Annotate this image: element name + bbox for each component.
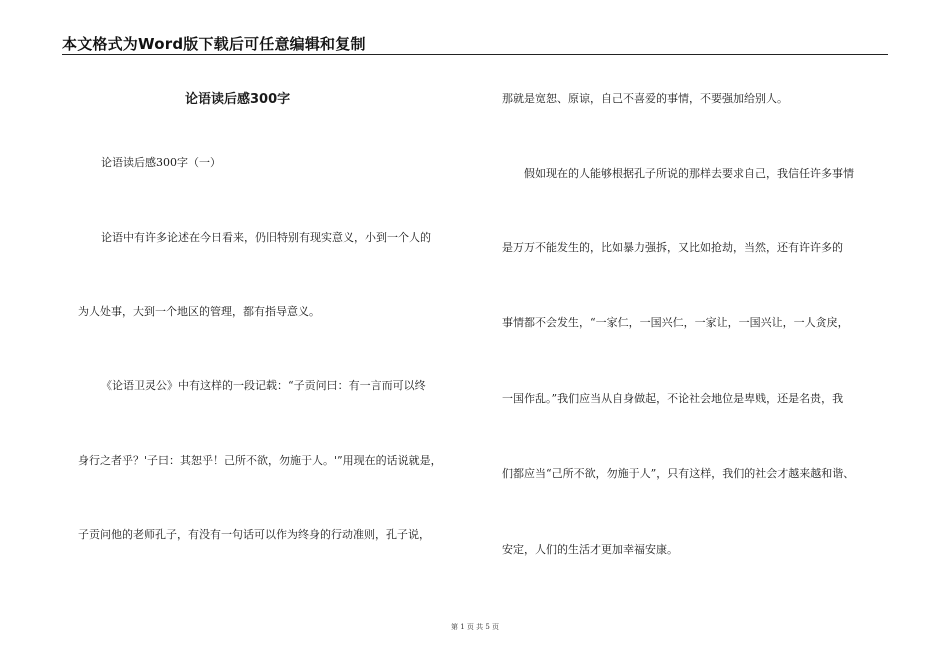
right-paragraph-line: 假如现在的人能够根据孔子所说的那样去要求自己，我信任许多事情 — [524, 167, 854, 180]
right-paragraph-line: 安定，人们的生活才更加幸福安康。 — [502, 543, 678, 556]
left-paragraph-line: 身行之者乎？'子曰：其恕乎！己所不欲，勿施于人。'”用现在的话说就是， — [78, 454, 442, 467]
right-paragraph-line: 们都应当“己所不欲，勿施于人”，只有这样，我们的社会才越来越和谐、 — [502, 467, 855, 480]
right-paragraph-line: 一国作乱。”我们应当从自身做起，不论社会地位是卑贱，还是名贵，我 — [502, 392, 844, 405]
left-paragraph-line: 子贡问他的老师孔子，有没有一句话可以作为终身的行动准则，孔子说， — [78, 528, 430, 541]
left-paragraph-line: 《论语卫灵公》中有这样的一段记载：“子贡问曰：有一言而可以终 — [101, 379, 426, 392]
page-number-footer: 第 1 页 共 5 页 — [450, 623, 500, 631]
left-paragraph-line: 为人处事，大到一个地区的管理，都有指导意义。 — [78, 305, 320, 318]
left-paragraph-line: 论语中有许多论述在今日看来，仍旧特别有现实意义，小到一个人的 — [101, 231, 431, 244]
right-paragraph-line: 事情都不会发生，“一家仁，一国兴仁，一家让，一国兴让，一人贪戾， — [502, 316, 849, 329]
right-paragraph-line: 是万万不能发生的，比如暴力强拆，又比如抢劫，当然，还有许许多的 — [502, 241, 843, 254]
left-paragraph-subtitle: 论语读后感300字（一） — [101, 156, 221, 169]
right-paragraph-line: 那就是宽恕、原谅，自己不喜爱的事情，不要强加给别人。 — [502, 92, 788, 105]
header-divider — [62, 54, 888, 55]
document-title: 论语读后感300字 — [185, 92, 291, 107]
header-banner: 本文格式为Word版下载后可任意编辑和复制 — [62, 35, 366, 53]
